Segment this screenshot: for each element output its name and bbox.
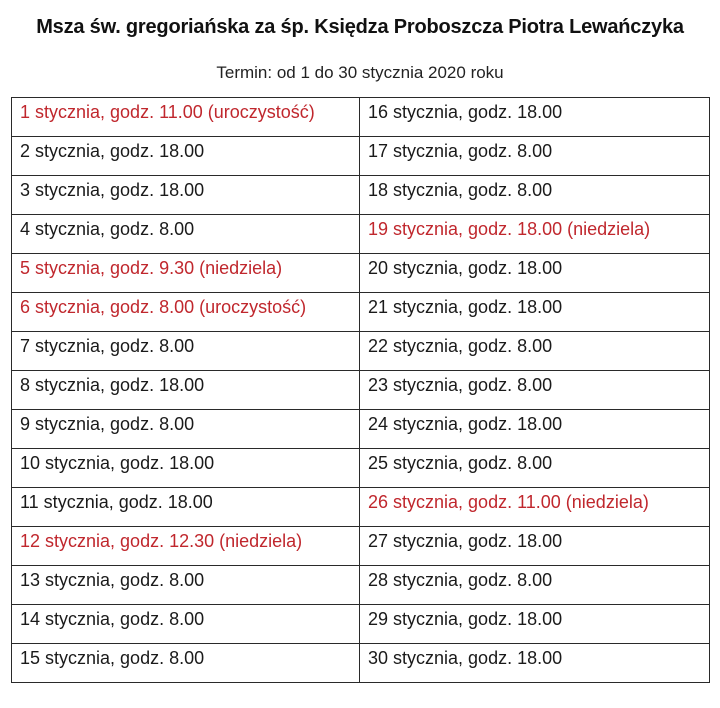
schedule-cell-right: 29 stycznia, godz. 18.00 xyxy=(360,605,710,644)
schedule-row xyxy=(12,98,710,137)
schedule-cell-right: 24 stycznia, godz. 18.00 xyxy=(360,410,710,449)
document-subtitle: Termin: od 1 do 30 stycznia 2020 roku xyxy=(216,63,504,82)
schedule-cell-right: 17 stycznia, godz. 8.00 xyxy=(360,137,710,176)
schedule-row xyxy=(12,215,710,254)
schedule-cell-left: 2 stycznia, godz. 18.00 xyxy=(12,137,360,176)
schedule-table xyxy=(11,97,710,683)
document-title: Msza św. gregoriańska za śp. Księdza Proboszcza Piotra Lewańczyka xyxy=(36,16,684,38)
schedule-cell-left: 3 stycznia, godz. 18.00 xyxy=(12,176,360,215)
schedule-row xyxy=(12,527,710,566)
schedule-row xyxy=(12,449,710,488)
schedule-cell-left: 10 stycznia, godz. 18.00 xyxy=(12,449,360,488)
schedule-cell-right: 19 stycznia, godz. 18.00 (niedziela) xyxy=(360,215,710,254)
schedule-row xyxy=(12,176,710,215)
schedule-cell-right: 20 stycznia, godz. 18.00 xyxy=(360,254,710,293)
schedule-cell-right: 25 stycznia, godz. 8.00 xyxy=(360,449,710,488)
schedule-cell-right: 27 stycznia, godz. 18.00 xyxy=(360,527,710,566)
schedule-cell-left: 6 stycznia, godz. 8.00 (uroczystość) xyxy=(12,293,360,332)
schedule-cell-left: 7 stycznia, godz. 8.00 xyxy=(12,332,360,371)
schedule-cell-left: 14 stycznia, godz. 8.00 xyxy=(12,605,360,644)
schedule-row xyxy=(12,488,710,527)
schedule-cell-left: 4 stycznia, godz. 8.00 xyxy=(12,215,360,254)
schedule-body xyxy=(12,98,710,683)
schedule-row xyxy=(12,566,710,605)
schedule-cell-left: 13 stycznia, godz. 8.00 xyxy=(12,566,360,605)
schedule-row xyxy=(12,410,710,449)
schedule-cell-left: 5 stycznia, godz. 9.30 (niedziela) xyxy=(12,254,360,293)
schedule-cell-left: 9 stycznia, godz. 8.00 xyxy=(12,410,360,449)
schedule-cell-right: 21 stycznia, godz. 18.00 xyxy=(360,293,710,332)
schedule-cell-left: 12 stycznia, godz. 12.30 (niedziela) xyxy=(12,527,360,566)
schedule-cell-right: 22 stycznia, godz. 8.00 xyxy=(360,332,710,371)
schedule-cell-right: 16 stycznia, godz. 18.00 xyxy=(360,98,710,137)
schedule-cell-right: 28 stycznia, godz. 8.00 xyxy=(360,566,710,605)
schedule-row xyxy=(12,332,710,371)
schedule-row xyxy=(12,293,710,332)
schedule-cell-right: 18 stycznia, godz. 8.00 xyxy=(360,176,710,215)
schedule-row xyxy=(12,605,710,644)
schedule-cell-right: 23 stycznia, godz. 8.00 xyxy=(360,371,710,410)
schedule-row xyxy=(12,644,710,683)
schedule-cell-left: 1 stycznia, godz. 11.00 (uroczystość) xyxy=(12,98,360,137)
schedule-row xyxy=(12,137,710,176)
schedule-row xyxy=(12,371,710,410)
schedule-cell-left: 11 stycznia, godz. 18.00 xyxy=(12,488,360,527)
schedule-cell-left: 8 stycznia, godz. 18.00 xyxy=(12,371,360,410)
schedule-cell-right: 30 stycznia, godz. 18.00 xyxy=(360,644,710,683)
schedule-cell-left: 15 stycznia, godz. 8.00 xyxy=(12,644,360,683)
schedule-row xyxy=(12,254,710,293)
schedule-cell-right: 26 stycznia, godz. 11.00 (niedziela) xyxy=(360,488,710,527)
